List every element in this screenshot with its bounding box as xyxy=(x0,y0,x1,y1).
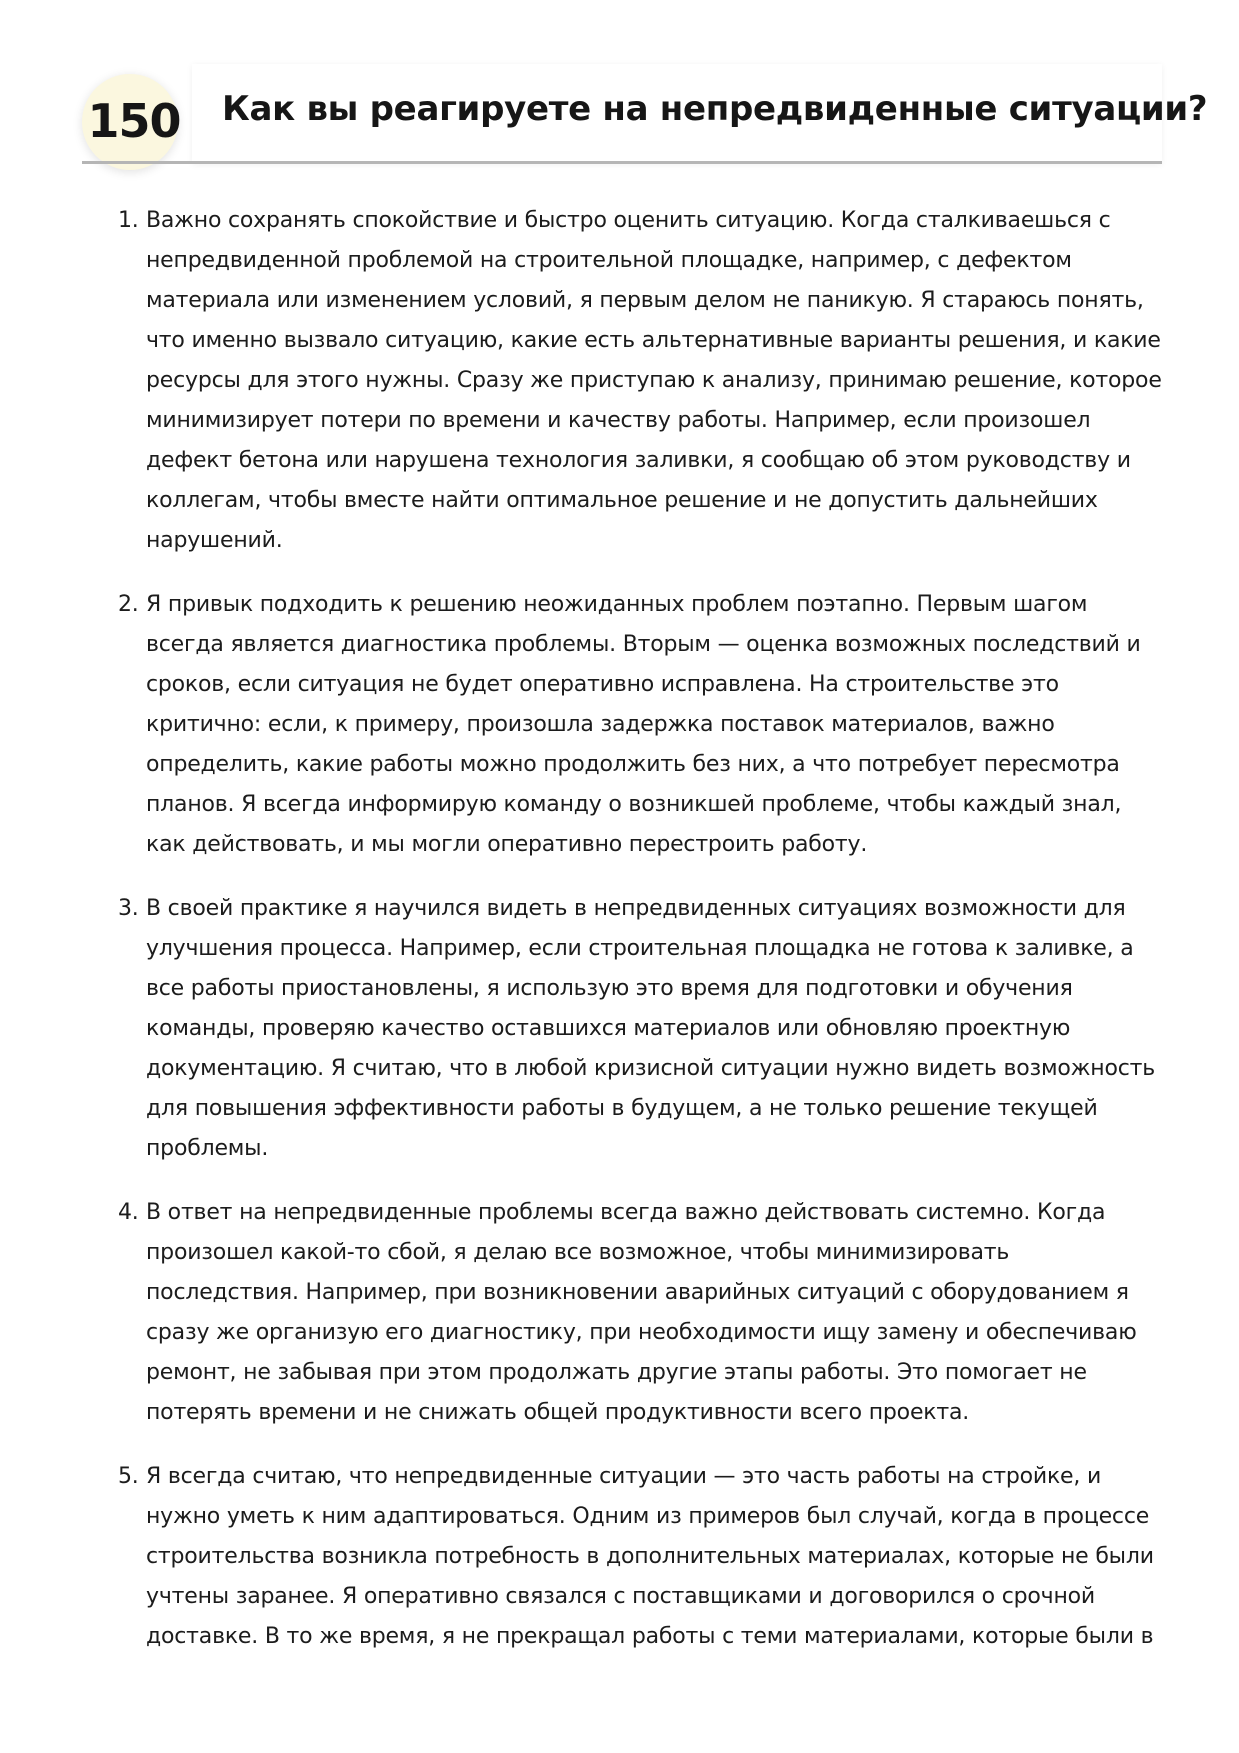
answer-item-3 xyxy=(112,889,1164,1169)
answer-text: Я привык подходить к решению неожиданных проблем поэтапно. Первым шагом всегда является диагностика проблемы. Вторым — оценка возможных последствий и сроков, если ситуация не будет оперативно исправлена. На строительстве это критично: если, к примеру, произошла задержка поставок материалов, важно определить, какие работы можно продолжить без них, а что потребует пересмотра планов. Я всегда информирую команду о возникшей проблеме, чтобы каждый знал, как действовать, и мы могли оперативно перестроить работу. xyxy=(146,592,1141,857)
answer-marker: 5. xyxy=(118,1464,139,1489)
answer-marker: 1. xyxy=(118,208,139,233)
answer-list xyxy=(112,201,1164,1681)
answer-marker: 3. xyxy=(118,896,139,921)
answer-item-5 xyxy=(112,1457,1164,1657)
answer-text: Я всегда считаю, что непредвиденные ситуации — это часть работы на стройке, и нужно уметь к ним адаптироваться. Одним из примеров был случай, когда в процессе строительства возникла потребность в дополнительных материалах, которые не были учтены заранее. Я оперативно связался с поставщиками и договорился о срочной доставке. В то же время, я не прекращал работы с теми материалами, которые были в xyxy=(146,1464,1154,1649)
answer-text: В своей практике я научился видеть в непредвиденных ситуациях возможности для улучшения процесса. Например, если строительная площадка не готова к заливке, а все работы приостановлены, я использую это время для подготовки и обучения команды, проверяю качество оставшихся материалов или обновляю проектную документацию. Я считаю, что в любой кризисной ситуации нужно видеть возможность для повышения эффективности работы в будущем, а не только решение текущей проблемы. xyxy=(146,896,1155,1161)
answer-text: В ответ на непредвиденные проблемы всегда важно действовать системно. Когда произошел какой-то сбой, я делаю все возможное, чтобы минимизировать последствия. Например, при возникновении аварийных ситуаций с оборудованием я сразу же организую его диагностику, при необходимости ищу замену и обеспечиваю ремонт, не забывая при этом продолжать другие этапы работы. Это помогает не потерять времени и не снижать общей продуктивности всего проекта. xyxy=(146,1200,1137,1425)
answer-text: Важно сохранять спокойствие и быстро оценить ситуацию. Когда сталкиваешься с непредвиденной проблемой на строительной площадке, например, с дефектом материала или изменением условий, я первым делом не паникую. Я стараюсь понять, что именно вызвало ситуацию, какие есть альтернативные варианты решения, и какие ресурсы для этого нужны. Сразу же приступаю к анализу, принимаю решение, которое минимизирует потери по времени и качеству работы. Например, если произошел дефект бетона или нарушена технология заливки, я сообщаю об этом руководству и коллегам, чтобы вместе найти оптимальное решение и не допустить дальнейших нарушений. xyxy=(146,208,1162,553)
answer-item-4 xyxy=(112,1193,1164,1433)
answer-marker: 2. xyxy=(118,592,139,617)
answer-item-1 xyxy=(112,201,1164,561)
answer-marker: 4. xyxy=(118,1200,139,1225)
question-number: 150 xyxy=(87,94,181,148)
answer-item-2 xyxy=(112,585,1164,865)
page-title: Как вы реагируете на непредвиденные ситуации? xyxy=(222,89,1208,129)
header-divider xyxy=(82,161,1162,164)
